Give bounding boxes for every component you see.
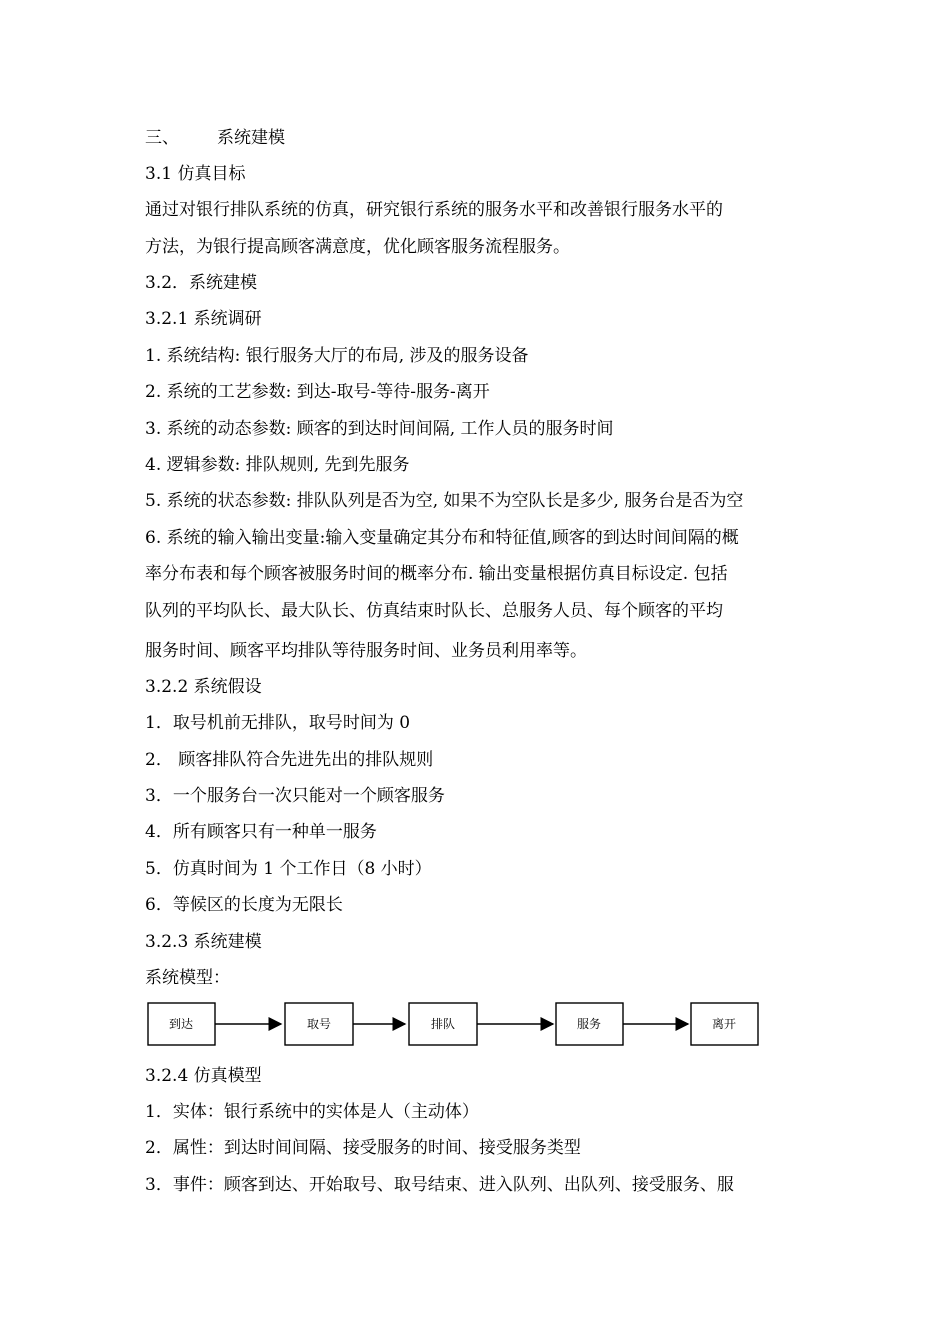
flow-label-leave: 离开 [711,1017,737,1031]
list-item: 6. 系统的输入输出变量:输入变量确定其分布和特征值,顾客的到达时间间隔的概 [145,528,739,548]
list-item: 6．等候区的长度为无限长 [145,895,343,915]
section-number: 三、 [145,128,179,148]
subheading-3-2-1: 3.2.1 系统调研 [145,309,262,329]
list-item: 3. 系统的动态参数: 顾客的到达时间间隔, 工作人员的服务时间 [145,419,614,439]
list-item: 3．一个服务台一次只能对一个顾客服务 [145,786,445,806]
list-item: 3．事件：顾客到达、开始取号、取号结束、进入队列、出队列、接受服务、服 [145,1175,734,1195]
section-heading [145,128,285,148]
list-item: 5．仿真时间为 1 个工作日（8 小时） [145,859,432,879]
list-item: 1．取号机前无排队，取号时间为 0 [145,713,411,733]
flow-label-ticket: 取号 [306,1017,332,1031]
list-item: 2. 系统的工艺参数: 到达-取号-等待-服务-离开 [145,382,490,402]
paragraph-line: 服务时间、顾客平均排队等待服务时间、业务员利用率等。 [145,641,587,661]
subheading-3-2-2: 3.2.2 系统假设 [145,677,262,697]
list-item: 1. 系统结构: 银行服务大厅的布局, 涉及的服务设备 [145,346,529,366]
flow-label-queue: 排队 [430,1017,456,1031]
subheading-3-1: 3.1 仿真目标 [145,164,246,184]
list-item: 5. 系统的状态参数: 排队队列是否为空, 如果不为空队长是多少, 服务台是否为空 [145,491,744,511]
diagram-caption: 系统模型： [145,968,230,988]
list-item: 4．所有顾客只有一种单一服务 [145,822,377,842]
list-item: 2． 顾客排队符合先进先出的排队规则 [145,750,434,770]
paragraph-line: 队列的平均队长、最大队长、仿真结束时队长、总服务人员、每个顾客的平均 [145,601,723,621]
subheading-3-2-3: 3.2.3 系统建模 [145,932,262,952]
paragraph-line: 方法，为银行提高顾客满意度，优化顾客服务流程服务。 [145,237,570,257]
flow-label-arrive: 到达 [168,1017,194,1031]
paragraph-line: 通过对银行排队系统的仿真，研究银行系统的服务水平和改善银行服务水平的 [145,200,723,220]
flow-label-service: 服务 [576,1017,602,1031]
subheading-3-2-4: 3.2.4 仿真模型 [145,1066,262,1086]
list-item: 4. 逻辑参数: 排队规则, 先到先服务 [145,455,410,475]
list-item: 2．属性：到达时间间隔、接受服务的时间、接受服务类型 [145,1138,581,1158]
section-title: 系统建模 [217,128,285,148]
list-item: 1．实体：银行系统中的实体是人（主动体） [145,1102,479,1122]
system-flow-diagram [147,1002,767,1050]
paragraph-line: 率分布表和每个顾客被服务时间的概率分布. 输出变量根据仿真目标设定. 包括 [145,564,728,584]
subheading-3-2: 3.2．系统建模 [145,273,258,293]
